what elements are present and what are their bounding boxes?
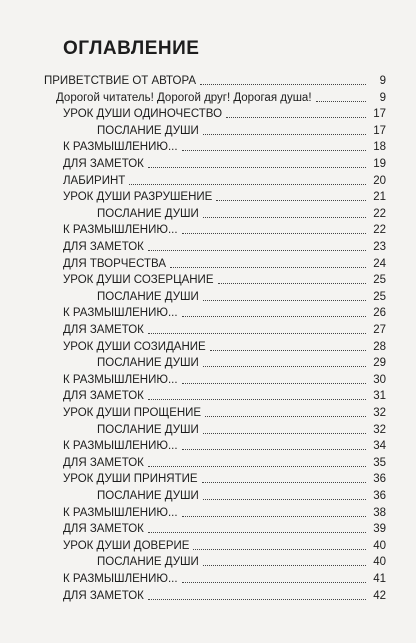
toc-entry[interactable] xyxy=(63,537,386,553)
dot-leader xyxy=(148,325,366,334)
dot-leader xyxy=(182,225,366,234)
dot-leader xyxy=(148,524,366,533)
toc-entry-page-number: 24 xyxy=(373,257,386,270)
dot-leader xyxy=(216,192,366,201)
toc-entry[interactable] xyxy=(63,321,386,337)
toc-entry-label: ДЛЯ ЗАМЕТОК xyxy=(63,241,144,253)
dot-leader xyxy=(202,474,366,483)
toc-entry-label: ДЛЯ ЗАМЕТОК xyxy=(63,523,144,536)
toc-entry-label: УРОК ДУШИ ПРИНЯТИЕ xyxy=(63,473,198,486)
toc-entry[interactable] xyxy=(63,255,386,271)
dot-leader xyxy=(148,458,366,467)
toc-entry[interactable] xyxy=(97,122,386,138)
toc-entry-label: ПОСЛАНИЕ ДУШИ xyxy=(97,290,199,303)
toc-entry-label: ДЛЯ ЗАМЕТОК xyxy=(63,324,144,336)
toc-entry[interactable] xyxy=(97,288,386,304)
toc-entry-page-number: 17 xyxy=(373,108,386,121)
toc-entry-label: УРОК ДУШИ ДОВЕРИЕ xyxy=(63,539,190,552)
dot-leader xyxy=(170,259,366,268)
toc-entry-label: ПОСЛАНИЕ ДУШИ xyxy=(97,490,199,502)
toc-entry[interactable] xyxy=(97,354,386,370)
dot-leader xyxy=(210,342,366,351)
dot-leader xyxy=(316,93,366,102)
dot-leader xyxy=(193,541,366,550)
dot-leader xyxy=(203,425,366,434)
toc-entry-label: ДЛЯ ЗАМЕТОК xyxy=(63,589,144,602)
toc-entry[interactable] xyxy=(63,271,386,287)
dot-leader xyxy=(148,159,366,168)
dot-leader xyxy=(182,308,366,317)
toc-entry-page-number: 22 xyxy=(373,207,386,220)
toc-entry[interactable] xyxy=(63,454,386,470)
toc-entry-page-number: 32 xyxy=(373,407,386,419)
toc-entry[interactable] xyxy=(97,553,386,569)
toc-entry-label: К РАЗМЫШЛЕНИЮ... xyxy=(63,573,178,585)
toc-entry-page-number: 42 xyxy=(373,589,386,602)
toc-entry-page-number: 32 xyxy=(373,423,386,436)
toc-entry[interactable] xyxy=(63,105,386,121)
dot-leader xyxy=(182,375,366,384)
toc-entry-page-number: 17 xyxy=(373,124,386,137)
dot-leader xyxy=(129,176,366,185)
dot-leader xyxy=(205,408,366,417)
toc-entry-label: К РАЗМЫШЛЕНИЮ... xyxy=(63,141,178,154)
toc-entry-page-number: 23 xyxy=(373,241,386,253)
dot-leader xyxy=(148,242,366,251)
toc-entry-label: К РАЗМЫШЛЕНИЮ... xyxy=(63,224,178,237)
toc-entry-label: ПОСЛАНИЕ ДУШИ xyxy=(97,423,199,436)
toc-entry-page-number: 9 xyxy=(379,91,386,104)
toc-entry-label: Дорогой читатель! Дорогой друг! Дорогая душа! xyxy=(56,91,312,104)
toc-entry-page-number: 20 xyxy=(373,174,386,187)
toc-entry-page-number: 31 xyxy=(373,390,386,403)
toc-entry[interactable] xyxy=(63,238,386,254)
toc-entry[interactable] xyxy=(63,371,386,387)
toc-entry-page-number: 30 xyxy=(373,373,386,386)
toc-entry[interactable] xyxy=(56,89,386,105)
toc-entry-page-number: 35 xyxy=(373,456,386,469)
toc-entry-label: УРОК ДУШИ СОЗЕРЦАНИЕ xyxy=(63,274,214,287)
toc-entry-label: ЛАБИРИНТ xyxy=(63,174,126,187)
page-title: ОГЛАВЛЕНИЕ xyxy=(63,38,200,59)
dot-leader xyxy=(182,574,366,583)
toc-entry-label: ДЛЯ ТВОРЧЕСТВА xyxy=(63,257,167,270)
toc-entry-page-number: 18 xyxy=(373,141,386,154)
toc-entry-page-number: 39 xyxy=(373,523,386,536)
toc-entry[interactable] xyxy=(63,437,386,453)
toc-entry-page-number: 19 xyxy=(373,158,386,170)
toc-entry[interactable] xyxy=(97,205,386,221)
toc-entry-label: ДЛЯ ЗАМЕТОК xyxy=(63,456,144,469)
dot-leader xyxy=(203,292,366,301)
toc-entry-label: К РАЗМЫШЛЕНИЮ... xyxy=(63,307,178,320)
toc-entry-label: УРОК ДУШИ ПРОЩЕНИЕ xyxy=(63,407,202,419)
dot-leader xyxy=(218,275,367,284)
toc-entry-page-number: 21 xyxy=(373,191,386,204)
dot-leader xyxy=(226,109,366,118)
dot-leader xyxy=(203,557,366,566)
toc-entry-page-number: 9 xyxy=(379,75,386,87)
toc-entry[interactable] xyxy=(63,520,386,536)
toc-entry-label: ПОСЛАНИЕ ДУШИ xyxy=(97,124,199,137)
toc-entry-page-number: 34 xyxy=(373,440,386,453)
dot-leader xyxy=(203,358,366,367)
toc-entry[interactable] xyxy=(63,387,386,403)
toc-entry-label: К РАЗМЫШЛЕНИЮ... xyxy=(63,506,178,519)
toc-entry[interactable] xyxy=(63,172,386,188)
toc-entry-label: К РАЗМЫШЛЕНИЮ... xyxy=(63,373,178,386)
toc-entry-page-number: 29 xyxy=(373,357,386,370)
dot-leader xyxy=(148,391,366,400)
toc-entry-page-number: 25 xyxy=(373,290,386,303)
toc-entry-page-number: 40 xyxy=(373,556,386,569)
toc-entry[interactable] xyxy=(63,221,386,237)
toc-entry[interactable] xyxy=(63,587,386,603)
toc-entry-label: ПОСЛАНИЕ ДУШИ xyxy=(97,556,199,569)
toc-entry[interactable] xyxy=(63,470,386,486)
toc-entry-label: ДЛЯ ЗАМЕТОК xyxy=(63,390,144,403)
toc-entry-page-number: 36 xyxy=(373,473,386,486)
toc-entry-page-number: 36 xyxy=(373,490,386,502)
toc-entry[interactable] xyxy=(63,138,386,154)
toc-entry[interactable] xyxy=(63,404,386,420)
toc-entry[interactable] xyxy=(63,155,386,171)
dot-leader xyxy=(148,591,366,600)
toc-entry[interactable] xyxy=(63,504,386,520)
dot-leader xyxy=(203,491,366,500)
toc-entry[interactable] xyxy=(97,421,386,437)
toc-entry-page-number: 27 xyxy=(373,324,386,336)
toc-entry-label: К РАЗМЫШЛЕНИЮ... xyxy=(63,440,178,453)
toc-entry-page-number: 26 xyxy=(373,307,386,320)
toc-entry-label: ПОСЛАНИЕ ДУШИ xyxy=(97,207,199,220)
toc-entry-label: УРОК ДУШИ ОДИНОЧЕСТВО xyxy=(63,108,223,121)
toc-entry[interactable] xyxy=(63,338,386,354)
toc-entry[interactable] xyxy=(97,487,386,503)
toc-entry-page-number: 38 xyxy=(373,506,386,519)
toc-entry[interactable] xyxy=(44,72,386,88)
dot-leader xyxy=(203,209,366,218)
dot-leader xyxy=(182,142,366,151)
toc-entry-page-number: 28 xyxy=(373,340,386,353)
dot-leader xyxy=(203,126,366,135)
toc-entry-page-number: 25 xyxy=(373,274,386,287)
toc-entry[interactable] xyxy=(63,304,386,320)
dot-leader xyxy=(182,508,366,517)
toc-entry-page-number: 22 xyxy=(373,224,386,237)
toc-entry[interactable] xyxy=(63,570,386,586)
toc-entry-label: УРОК ДУШИ РАЗРУШЕНИЕ xyxy=(63,191,213,204)
toc-entry-label: УРОК ДУШИ СОЗИДАНИЕ xyxy=(63,340,206,353)
toc-entry-page-number: 40 xyxy=(373,539,386,552)
dot-leader xyxy=(182,441,366,450)
toc-entry-label: ПОСЛАНИЕ ДУШИ xyxy=(97,357,199,370)
toc-entry-page-number: 41 xyxy=(373,573,386,585)
toc-entry[interactable] xyxy=(63,188,386,204)
toc-entry-label: ПРИВЕТСТВИЕ ОТ АВТОРА xyxy=(44,75,197,87)
toc-entry-label: ДЛЯ ЗАМЕТОК xyxy=(63,158,144,170)
dot-leader xyxy=(200,76,366,85)
